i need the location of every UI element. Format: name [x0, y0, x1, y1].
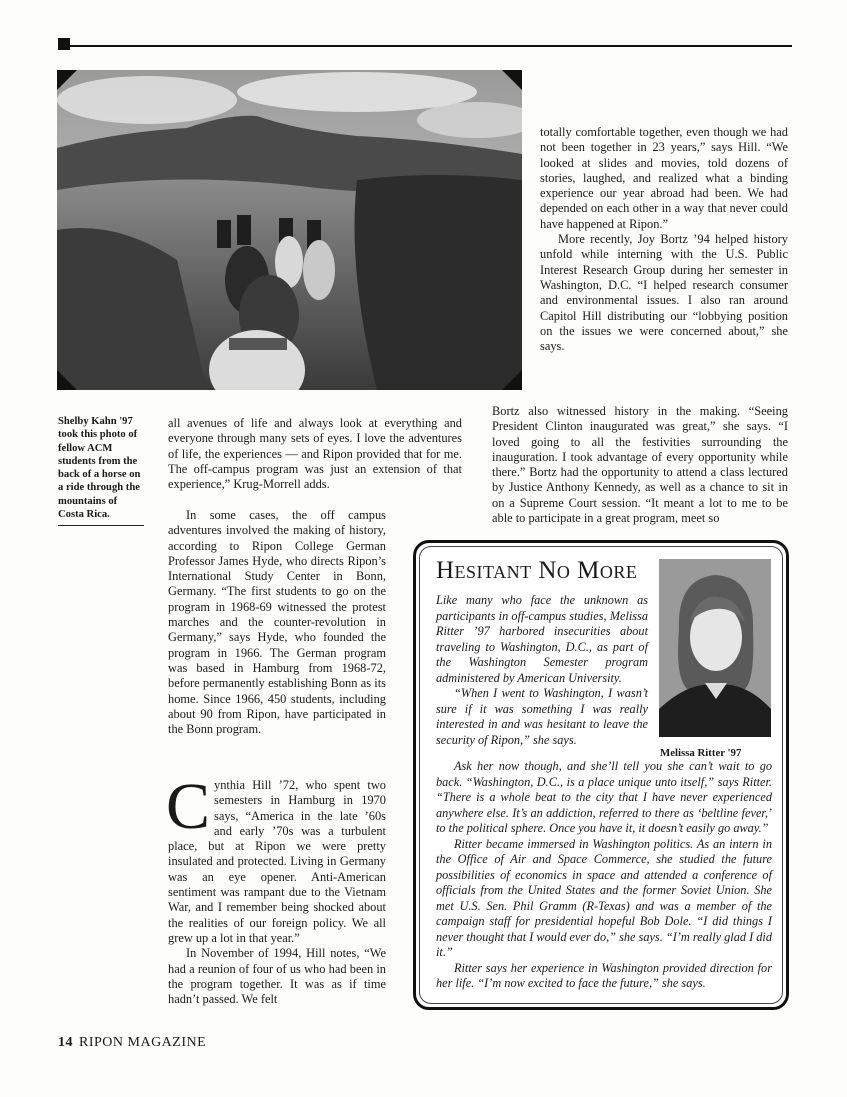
photo-caption: Shelby Kahn '97 took this photo of fellow ACM students from the back of a horse on a ride through the mountains of Costa Rica. [58, 415, 144, 526]
header-line [70, 45, 792, 47]
sidebar-box [413, 540, 789, 1010]
column2-upper: totally comfortable together, even though we had not been together in 23 years,” says Hill. “We looked at slides and movies, told dozens of stories, laughed, and realized what a binding experience our year abroad had been. We had depended on each other in a way that never could have happened at Ripon.” More recently, Joy Bortz ’94 helped history unfold while interning with the U.S. Public Interest Research Group during her semester in Washington, D.C. “I helped research consumer and environmental issues. I also ran around Capitol Hill distributing our “lobbying position on the issues we were concerned about,” she says. [540, 125, 788, 354]
costa-rica-photo [57, 70, 522, 390]
sidebar-body: Ask her now though, and she’ll tell you she can’t wait to go back. “Washington, D.C., is a place unique unto itself,” says Ritter. “There is a whole beat to the city that I have never experienced anywhere else. It’s an addiction, referred to there as ‘beltline fever,’ to the political sphere. Once you have it, it doesn’t easily go away.” Ritter became immersed in Washington politics. As an intern in the Office of Air and Space Commerce, she studied the future possibilities of economics in space and attended a conference of officials from the United States and the former Soviet Union. She met U.S. Sen. Phil Gramm (R-Texas) and was a member of the campaign staff for presidential hopeful Bob Dole. “I did things I never thought that I would ever do,” she says. “I’m really glad I did it.” Ritter says her experience in Washington provided direction for her life. “I’m now excited to face the future,” she says. [436, 759, 772, 990]
publication-name: RIPON MAGAZINE [79, 1035, 207, 1050]
costa-rica-photo-illustration [57, 70, 522, 390]
drop-cap: C [166, 770, 211, 843]
header-square-marker [58, 38, 70, 50]
portrait-illustration [659, 559, 771, 737]
melissa-ritter-photo [659, 559, 771, 737]
column1-paragraph-1: all avenues of life and always look at everything and everyone through many sets of eyes. I love the adventures of life, the experiences — and Ripon provided that for me. The off-campus program was just an extension of that experience,” Krug-Morrell adds. [168, 416, 462, 492]
column1-paragraph-2: In some cases, the off campus adventures involved the making of history, according to Ripon College German Professor James Hyde, who directs Ripon’s International Study Center in Bonn, Germany. “The first students to go on the program in 1968-69 witnessed the protest marches and the counter-revolution in Germany,” says Hyde, who founded the program in 1966. The German program was based in Hamburg from 1968-72, before permanently establishing Bonn as its home. Since 1966, 450 students, including about 90 from Ripon, have participated in the Bonn program. [168, 508, 386, 737]
column1-dropcap-section: Cynthia Hill ’72, who spent two semesters in Hamburg in 1970 says, “America in the late ’60s and early ’70s was a turbulent place, but at Ripon we were pretty insulated and protected. Living in Germany was an eye opener. Anti-American sentiment was rampant due to the Vietnam War, and I remember being shocked about the realities of our foreign policy. We all grew up a lot in that year.” In November of 1994, Hill notes, “We had a reunion of four of us who had been in the program together. It was as if time hadn’t passed. We felt [166, 770, 386, 1007]
column2-lower [492, 404, 788, 526]
column1-paragraph-4: In November of 1994, Hill notes, “We had a reunion of four of us who had been in the program together. It was as if time hadn’t passed. We felt [168, 946, 386, 1007]
page-footer [58, 1035, 206, 1051]
sidebar-title: Hesitant No More [436, 557, 638, 584]
column2-paragraph-3: Bortz also witnessed history in the making. “Seeing President Clinton inaugurated was great,” she says. “I loved going to all the festivities surrounding the inauguration. I took advantage of every opportunity while there.” Bortz had the opportunity to attend a class lectured by Justice Anthony Kennedy, as well as a chance to sit in on a Supreme Court session. “It meant a lot to me to be able to participate in a great program, meet so [492, 404, 788, 526]
page-number: 14 [58, 1035, 73, 1050]
sidebar-lead: Like many who face the unknown as participants in off-campus studies, Melissa Ritter ’97 harbored insecurities about traveling to Washington, D.C., as part of the Washington Semester program administered by American University. “When I went to Washington, I wasn’t sure if it was something I was really interested in and was hesitant to leave the security of Ripon,” she says. [436, 593, 648, 747]
sidebar-photo-caption: Melissa Ritter '97 [660, 747, 742, 759]
header-rule [58, 38, 792, 50]
